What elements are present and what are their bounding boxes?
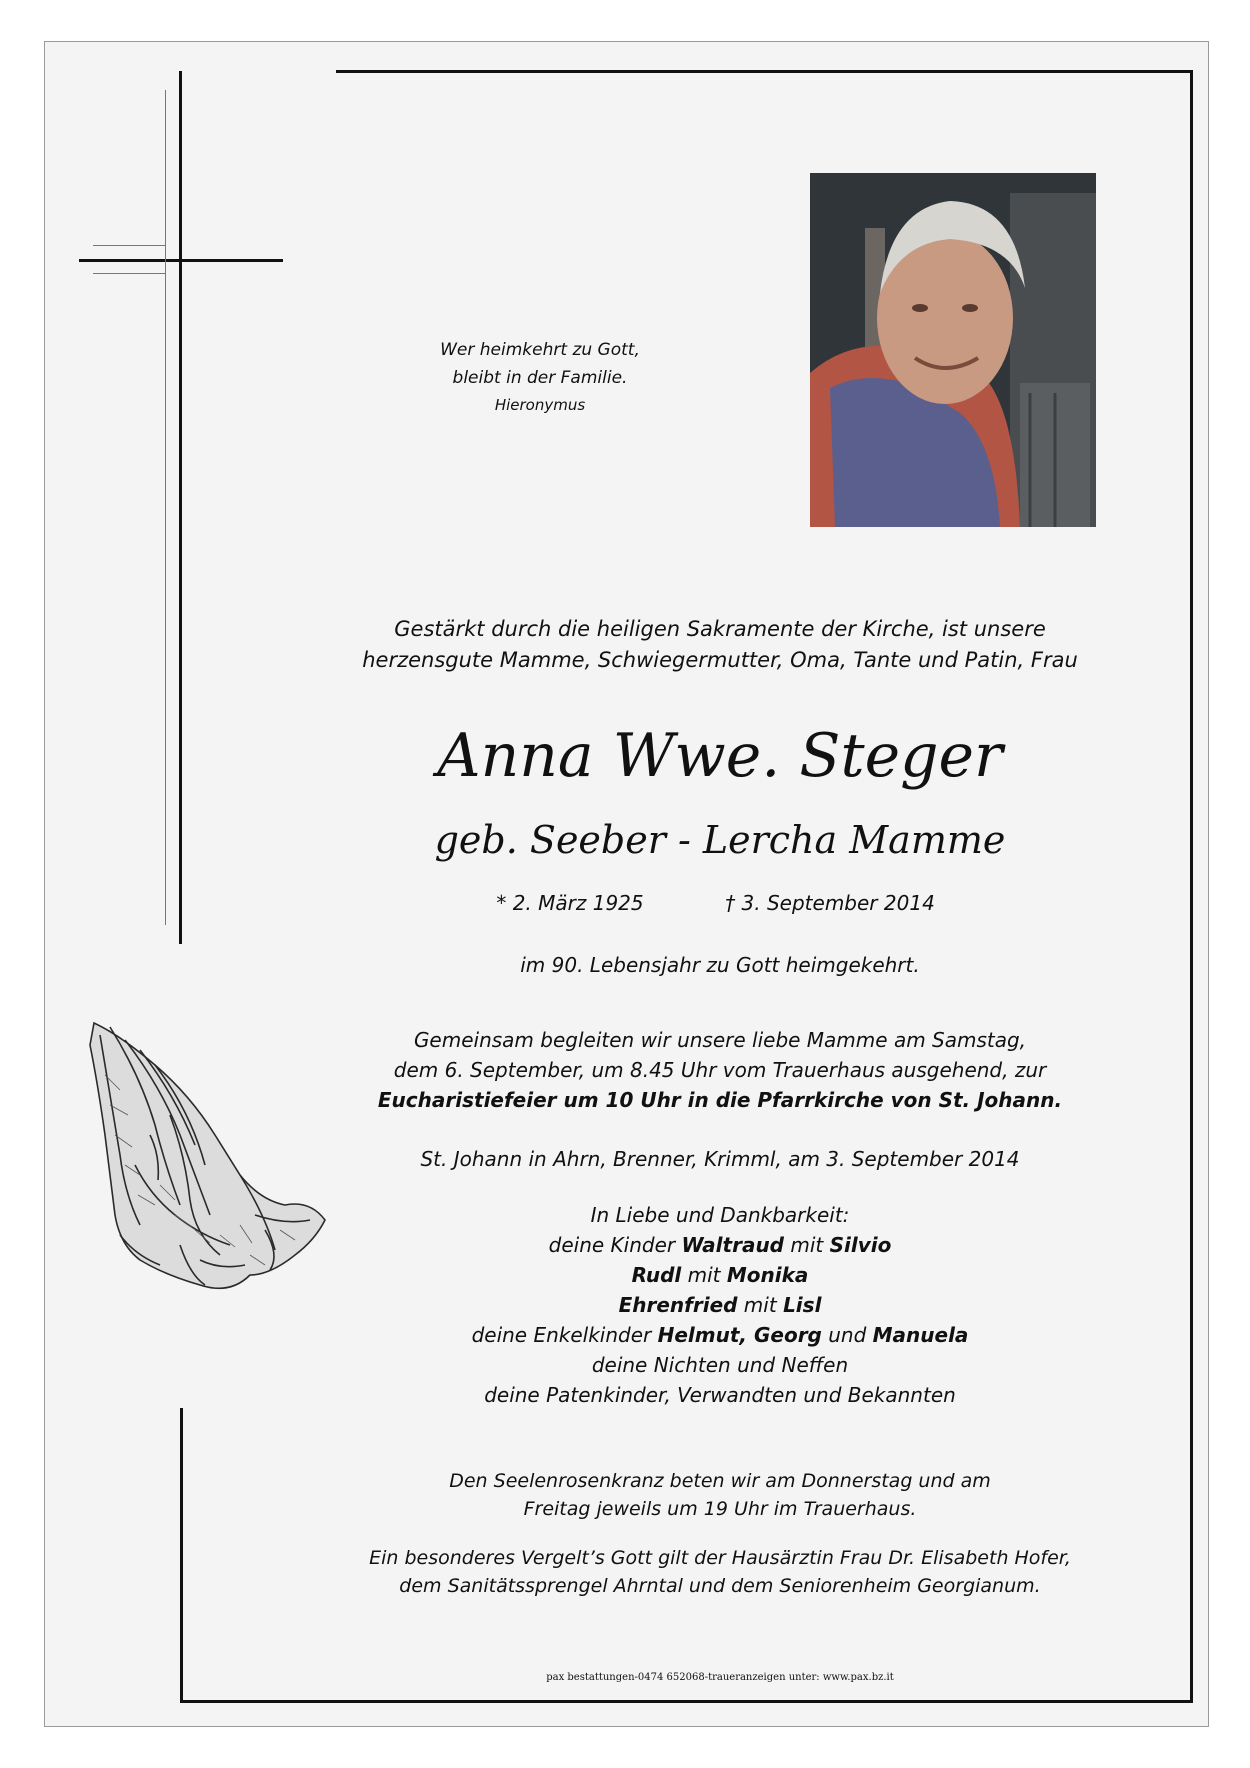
mourner-text: und xyxy=(821,1323,873,1347)
mourner-name: Manuela xyxy=(872,1323,969,1347)
quote-line-1: Wer heimkehrt zu Gott, xyxy=(440,340,640,360)
mourner-name: Waltraud xyxy=(681,1233,784,1257)
praying-hands-icon xyxy=(80,1015,330,1310)
funeral-line-3: Eucharistiefeier um 10 Uhr in die Pfarrkirche von St. Johann. xyxy=(377,1088,1063,1112)
mourner-text: mit xyxy=(737,1293,784,1317)
footer-imprint: pax bestattungen-0474 652068-traueranzeigen unter: www.pax.bz.it xyxy=(546,1672,894,1683)
deceased-name: Anna Wwe. Steger xyxy=(437,721,1003,791)
intro-line-2: herzensgute Mamme, Schwiegermutter, Oma, Tante und Patin, Frau xyxy=(362,648,1078,672)
quote-line-2: bleibt in der Familie. xyxy=(452,368,628,388)
mourner-text: mit xyxy=(681,1263,727,1287)
mourner-name: Lisl xyxy=(783,1293,822,1317)
cross-shadow-upper xyxy=(93,245,166,246)
age-line: im 90. Lebensjahr zu Gott heimgekehrt. xyxy=(520,953,920,977)
mourner-row-godchildren: deine Patenkinder, Verwandten und Bekannten xyxy=(484,1383,956,1407)
intro-text xyxy=(330,614,1110,676)
mourner-name: Silvio xyxy=(829,1233,892,1257)
rosary-text xyxy=(330,1467,1110,1523)
cross-vertical xyxy=(179,71,182,944)
mourner-name: Ehrenfried xyxy=(618,1293,738,1317)
mourner-row-ehrenfried xyxy=(330,1290,1110,1320)
mourner-row-nieces: deine Nichten und Neffen xyxy=(591,1353,849,1377)
frame-left-lower-line xyxy=(180,1408,183,1703)
thanks-line-1: Ein besonderes Vergelt’s Gott gilt der Hausärztin Frau Dr. Elisabeth Hofer, xyxy=(369,1547,1071,1569)
portrait-photo xyxy=(810,173,1096,527)
mourner-row-rudl xyxy=(330,1260,1110,1290)
mourner-text: mit xyxy=(784,1233,830,1257)
frame-top-line xyxy=(336,70,1193,73)
frame-bottom-line xyxy=(180,1700,1193,1703)
gratitude-line: In Liebe und Dankbarkeit: xyxy=(590,1203,850,1227)
birth-date: * 2. März 1925 xyxy=(496,891,644,915)
birth-name: geb. Seeber - Lercha Mamme xyxy=(434,818,1006,862)
thanks-text xyxy=(330,1544,1110,1600)
mourner-row-children xyxy=(330,1230,1110,1260)
frame-right-line xyxy=(1190,70,1193,1702)
funeral-line-1: Gemeinsam begleiten wir unsere liebe Mamme am Samstag, xyxy=(413,1028,1027,1052)
funeral-text xyxy=(330,1025,1110,1115)
death-date: † 3. September 2014 xyxy=(725,891,935,915)
rosary-line-1: Den Seelenrosenkranz beten wir am Donnerstag und am xyxy=(449,1470,991,1492)
mourner-text: deine Enkelkinder xyxy=(471,1323,658,1347)
mourners-list xyxy=(330,1230,1110,1410)
mourner-name: Monika xyxy=(726,1263,809,1287)
funeral-line-2: dem 6. September, um 8.45 Uhr vom Trauerhaus ausgehend, zur xyxy=(393,1058,1047,1082)
mourner-name: Rudl xyxy=(631,1263,682,1287)
mourner-row-grandchildren xyxy=(330,1320,1110,1350)
quote-block xyxy=(400,336,680,418)
place-date: St. Johann in Ahrn, Brenner, Krimml, am 3. September 2014 xyxy=(420,1147,1020,1171)
intro-line-1: Gestärkt durch die heiligen Sakramente der Kirche, ist unsere xyxy=(394,617,1046,641)
cross-horizontal xyxy=(79,259,283,262)
thanks-line-2: dem Sanitätssprengel Ahrntal und dem Seniorenheim Georgianum. xyxy=(399,1575,1041,1597)
cross-shadow-lower xyxy=(93,273,166,274)
quote-author: Hieronymus xyxy=(494,396,586,414)
cross-shadow-vertical xyxy=(165,90,166,925)
rosary-line-2: Freitag jeweils um 19 Uhr im Trauerhaus. xyxy=(523,1498,917,1520)
mourner-name: Helmut, Georg xyxy=(657,1323,822,1347)
mourner-text: deine Kinder xyxy=(548,1233,682,1257)
